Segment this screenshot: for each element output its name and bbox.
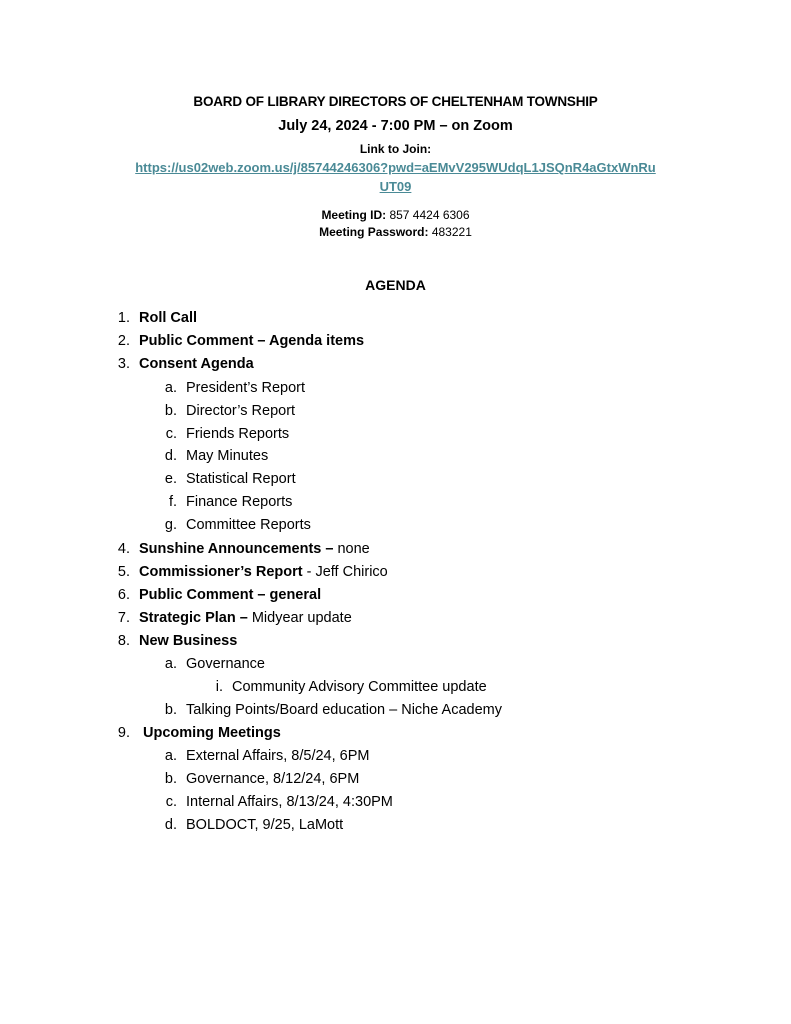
agenda-item-text xyxy=(186,701,502,719)
meeting-password-line xyxy=(0,225,791,239)
agenda-item-number: a. xyxy=(164,656,177,672)
agenda-item-title: Upcoming Meetings xyxy=(139,725,281,741)
agenda-item-text xyxy=(139,355,254,373)
agenda-item-text xyxy=(186,793,393,811)
agenda-item-title: Commissioner’s Report xyxy=(139,564,303,580)
agenda-item-number: i. xyxy=(215,679,223,695)
agenda-item-number: c. xyxy=(165,426,177,442)
meeting-id-line xyxy=(0,208,791,222)
agenda-item-text xyxy=(186,770,359,788)
agenda-item-text xyxy=(139,586,321,604)
agenda-item-detail: none xyxy=(333,541,370,557)
agenda-item-number: 5. xyxy=(117,564,130,580)
agenda-item-detail: Governance xyxy=(186,656,265,672)
agenda-item-number: e. xyxy=(164,471,177,487)
agenda-item-text xyxy=(139,609,352,627)
meeting-date: July 24, 2024 - 7:00 PM – on Zoom xyxy=(278,118,513,134)
agenda-item-text xyxy=(186,747,370,765)
agenda-item-text xyxy=(186,516,311,534)
agenda-item-title: Roll Call xyxy=(139,310,198,326)
meeting-password-label: Meeting Password: xyxy=(319,225,429,239)
meeting-id-label: Meeting ID: xyxy=(321,208,387,222)
agenda-item-text xyxy=(186,655,265,673)
agenda-item-text xyxy=(186,816,343,834)
agenda-item-text xyxy=(186,379,305,397)
agenda-item-text xyxy=(139,632,237,650)
agenda-item-detail: Statistical Report xyxy=(186,471,296,487)
agenda-item-detail: Talking Points/Board education – Niche Academy xyxy=(186,702,502,718)
agenda-item-number: d. xyxy=(164,817,177,833)
agenda-item-text xyxy=(139,332,364,350)
agenda-item-number: 6. xyxy=(117,587,130,603)
agenda-item-number: 4. xyxy=(117,541,130,557)
agenda-item-number: 1. xyxy=(117,310,130,326)
agenda-item-number: a. xyxy=(164,748,177,764)
agenda-item-number: 7. xyxy=(117,610,130,626)
agenda-item-detail: Finance Reports xyxy=(186,494,293,510)
agenda-item-text xyxy=(139,540,370,558)
agenda-item-number: 3. xyxy=(117,356,130,372)
agenda-item-detail: BOLDOCT, 9/25, LaMott xyxy=(186,817,344,833)
agenda-item-number: b. xyxy=(164,403,177,419)
agenda-item-detail: May Minutes xyxy=(186,448,269,464)
agenda-item-number: d. xyxy=(164,448,177,464)
agenda-item-number: c. xyxy=(165,794,177,810)
link-label: Link to Join: xyxy=(359,142,432,156)
agenda-item-number: b. xyxy=(164,771,177,787)
meeting-id-value: 857 4424 6306 xyxy=(389,208,470,222)
agenda-item-title: Public Comment – Agenda items xyxy=(139,333,365,349)
agenda-item-detail: External Affairs, 8/5/24, 6PM xyxy=(186,748,370,764)
agenda-item-text xyxy=(186,402,295,420)
agenda-item-detail: Director’s Report xyxy=(186,403,296,419)
agenda-item-detail: President’s Report xyxy=(186,380,306,396)
agenda-item-detail: Internal Affairs, 8/13/24, 4:30PM xyxy=(186,794,393,810)
agenda-item-number: f. xyxy=(168,494,177,510)
document-title: BOARD OF LIBRARY DIRECTORS OF CHELTENHAM TOWNSHIP xyxy=(193,94,598,109)
agenda-item-detail: Committee Reports xyxy=(186,517,311,533)
agenda-item-number: 9. xyxy=(117,725,130,741)
agenda-item-text xyxy=(232,678,487,696)
agenda-item-title: Strategic Plan – xyxy=(139,610,248,626)
agenda-item-text xyxy=(186,425,289,443)
agenda-heading: AGENDA xyxy=(365,277,426,293)
agenda-item-text xyxy=(139,724,281,742)
agenda-item-text xyxy=(186,447,268,465)
agenda-item-number: b. xyxy=(164,702,177,718)
agenda-item-text xyxy=(186,493,292,511)
agenda-item-title: Consent Agenda xyxy=(139,356,254,372)
agenda-item-text xyxy=(186,470,296,488)
agenda-item-detail: Community Advisory Committee update xyxy=(232,679,487,695)
agenda-item-title: Public Comment – general xyxy=(139,587,322,603)
agenda-item-text xyxy=(139,563,388,581)
agenda-item-detail: Friends Reports xyxy=(186,426,290,442)
agenda-item-number: 2. xyxy=(117,333,130,349)
agenda-item-detail: - Jeff Chirico xyxy=(302,564,388,580)
agenda-item-detail: Governance, 8/12/24, 6PM xyxy=(186,771,360,787)
agenda-item-title: Sunshine Announcements – xyxy=(139,541,334,557)
agenda-item-number: 8. xyxy=(117,633,130,649)
zoom-link-continued[interactable]: UT09 xyxy=(379,179,412,194)
agenda-item-detail: Midyear update xyxy=(247,610,352,626)
agenda-item-title: New Business xyxy=(139,633,238,649)
agenda-item-number: a. xyxy=(164,380,177,396)
meeting-password-value: 483221 xyxy=(431,225,472,239)
zoom-link[interactable]: https://us02web.zoom.us/j/85744246306?pwd=aEMvV295WUdqL1JSQnR4aGtxWnRu xyxy=(135,160,656,175)
agenda-item-number: g. xyxy=(164,517,177,533)
agenda-item-text xyxy=(139,309,197,327)
